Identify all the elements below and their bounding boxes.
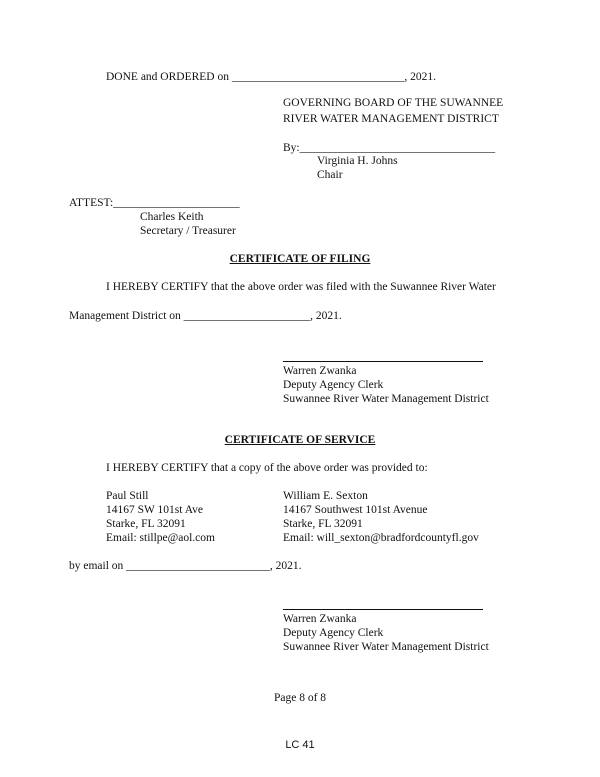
board-name-line1: GOVERNING BOARD OF THE SUWANNEE [283,97,504,109]
recipient-street: 14167 Southwest 101st Avenue [283,504,428,516]
recipient-name: Paul Still [106,490,149,502]
recipient-city: Starke, FL 32091 [283,518,363,530]
filing-clerk-org: Suwannee River Water Management District [283,393,489,405]
attest-signature-line: ATTEST:______________________ [69,197,240,209]
filing-certify-line1: I HEREBY CERTIFY that the above order was filed with the Suwannee River Water [106,281,496,293]
by-email-line: by email on _________________________, 2021. [69,560,302,572]
done-date-blank: ______________________________ [231,71,405,83]
document-stamp: LC 41 [285,739,315,751]
certificate-of-filing-heading: CERTIFICATE OF FILING [229,253,371,265]
service-clerk-org: Suwannee River Water Management District [283,641,489,653]
recipient-city: Starke, FL 32091 [106,518,186,530]
recipient-email: Email: stillpe@aol.com [106,532,215,544]
filing-clerk-title: Deputy Agency Clerk [283,379,384,391]
filing-certify-line2: Management District on ______________________, 2021. [69,310,342,322]
by-signature-line: By:__________________________________ [283,142,496,154]
board-name-line2: RIVER WATER MANAGEMENT DISTRICT [283,113,499,125]
done-year: , 2021. [404,71,436,83]
done-and-ordered-line [106,72,436,84]
attest-name: Charles Keith [140,211,204,223]
recipient-street: 14167 SW 101st Ave [106,504,204,516]
done-prefix: DONE and ORDERED on [106,71,232,83]
chair-name: Virginia H. Johns [317,155,398,167]
attest-title: Secretary / Treasurer [140,225,236,237]
recipient-email: Email: will_sexton@bradfordcountyfl.gov [283,532,479,544]
service-clerk-title: Deputy Agency Clerk [283,627,384,639]
recipient-name: William E. Sexton [283,490,368,502]
page-number: Page 8 of 8 [273,692,327,704]
chair-title: Chair [317,169,343,181]
service-clerk-name: Warren Zwanka [283,613,357,625]
filing-signature-line [283,361,483,362]
filing-clerk-name: Warren Zwanka [283,365,357,377]
service-signature-line [283,609,483,610]
service-certify-line: I HEREBY CERTIFY that a copy of the above order was provided to: [106,462,428,474]
certificate-of-service-heading: CERTIFICATE OF SERVICE [224,434,376,446]
